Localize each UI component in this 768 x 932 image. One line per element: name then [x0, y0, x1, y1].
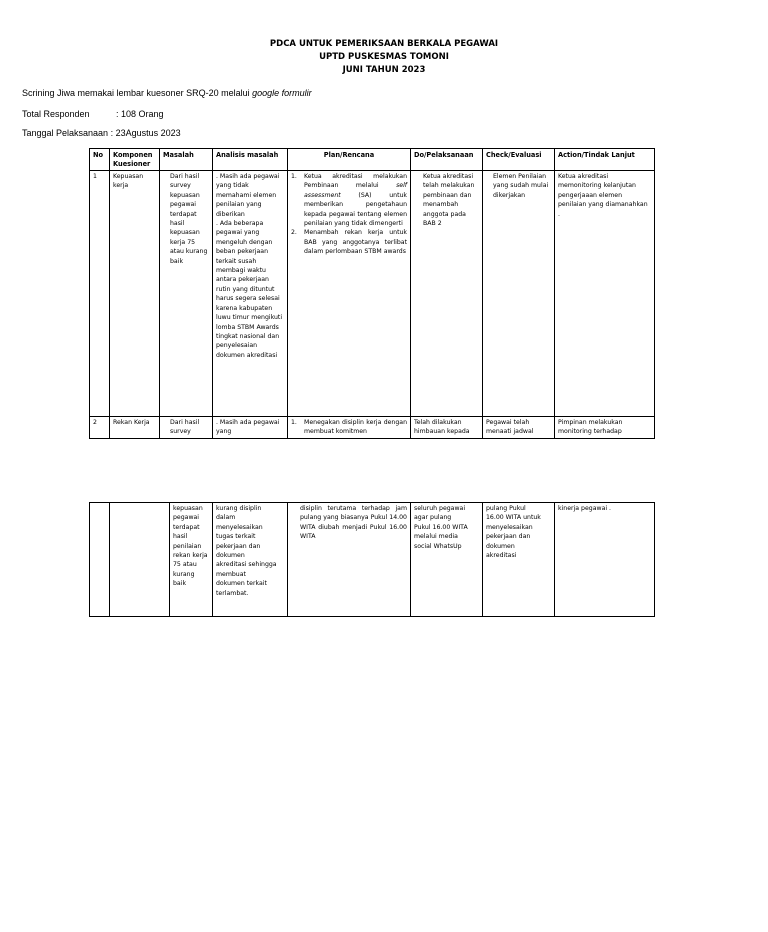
cell-no: 2: [90, 417, 110, 439]
header-analisis: Analisis masalah: [213, 149, 288, 171]
header-check: Check/Evaluasi: [483, 149, 555, 171]
table-header-row: [90, 149, 655, 171]
total-responden: Total Responden : 108 Orang: [22, 109, 164, 119]
plan-item: 2. Menambah rekan kerja untuk BAB yang anggotanya terlibat dalam perlombaan STBM awards: [291, 229, 407, 256]
cell-analisis: kurang disiplin dalam menyelesaikan tugas terkait pekerjaan dan dokumen akreditasi sehingga membuat dokumen terkait terlambat.: [213, 503, 288, 617]
cell-analisis: . Masih ada pegawai yang: [213, 417, 288, 439]
cell-do: Ketua akreditasi telah melakukan pembinaan dan menambah anggota pada BAB 2: [411, 171, 483, 417]
cell-plan: [288, 171, 411, 417]
cell-plan: [288, 417, 411, 439]
cell-action: kinerja pegawai .: [555, 503, 655, 617]
plan-item: 1. Menegakan disiplin kerja dengan membuat komitmen: [291, 419, 407, 436]
plan-item: 1. Ketua akreditasi melakukan Pembinaan melalui self assessment (SA) untuk memberikan pengetahaun kepada pegawai tentang elemen penilaian yang tidak dimengerti: [291, 173, 407, 228]
cell-do: seluruh pegawai agar pulang Pukul 16.00 WITA melalui media social WhatsUp: [411, 503, 483, 617]
analisis-point: . Masih ada pegawai yang tidak memahami elemen penilaian yang diberikan: [216, 173, 280, 218]
cell-analisis: [213, 171, 288, 417]
cell-check: pulang Pukul 16.00 WITA untuk menyelesaikan pekerjaan dan dokumen akreditasi: [483, 503, 555, 617]
intro-text: Scrining Jiwa memakai lembar kuesoner SRQ-20 melalui google formulir: [22, 88, 312, 98]
header-do: Do/Pelaksanaan: [411, 149, 483, 171]
cell-action: Pimpinan melakukan monitoring terhadap: [555, 417, 655, 439]
cell-do: Telah dilakukan himbauan kepada: [411, 417, 483, 439]
cell-check: Elemen Penilaian yang sudah mulai dikerjakan: [483, 171, 555, 417]
cell-komponen: Rekan Kerja: [110, 417, 160, 439]
pdca-table: [89, 148, 655, 439]
cell-komponen: [110, 503, 170, 617]
header-action: Action/Tindak Lanjut: [555, 149, 655, 171]
cell-plan: disiplin terutama terhadap jam pulang yang biasanya Pukul 14.00 WITA diubah menjadi Pukul 16.00 WITA: [288, 503, 411, 617]
document-title: PDCA UNTUK PEMERIKSAAN BERKALA PEGAWAI: [269, 39, 499, 49]
header-plan: Plan/Rencana: [288, 149, 411, 171]
table-row: [90, 417, 655, 439]
cell-masalah: kepuasan pegawai terdapat hasil penilaian rekan kerja 75 atau kurang baik: [170, 503, 213, 617]
analisis-point: . Ada beberapa pegawai yang mengeluh dengan beban pekerjaan terkait susah membagi waktu antara pekerjaan rutin yang dituntut harus segera selesai karena kabupaten luwu timur mengikuti lomba STBM Awards tingkat nasional dan penyelesaian dokumen akreditasi: [216, 220, 283, 359]
table-row: [90, 171, 655, 417]
document-subtitle: UPTD PUSKESMAS TOMONI: [319, 52, 449, 62]
cell-action: Ketua akreditasi memonitoring kelanjutan pengerjaaan elemen penilaian yang diamanahkan .: [555, 171, 655, 417]
cell-no: 1: [90, 171, 110, 417]
document-period: JUNI TAHUN 2023: [342, 65, 426, 75]
table-row-continued: [90, 503, 655, 617]
cell-komponen: Kepuasan kerja: [110, 171, 160, 417]
cell-check: Pegawai telah menaati jadwal: [483, 417, 555, 439]
header-masalah: Masalah: [160, 149, 213, 171]
cell-masalah: Dari hasil survey: [160, 417, 213, 439]
tanggal-pelaksanaan: Tanggal Pelaksanaan : 23Agustus 2023: [22, 128, 181, 138]
pdca-table-continued: [89, 502, 655, 617]
cell-no: [90, 503, 110, 617]
cell-masalah: Dari hasil survey kepuasan pegawai terdapat hasil kepuasan kerja 75 atau kurang baik: [160, 171, 213, 417]
header-komponen: Komponen Kuesioner: [110, 149, 160, 171]
header-no: No: [90, 149, 110, 171]
